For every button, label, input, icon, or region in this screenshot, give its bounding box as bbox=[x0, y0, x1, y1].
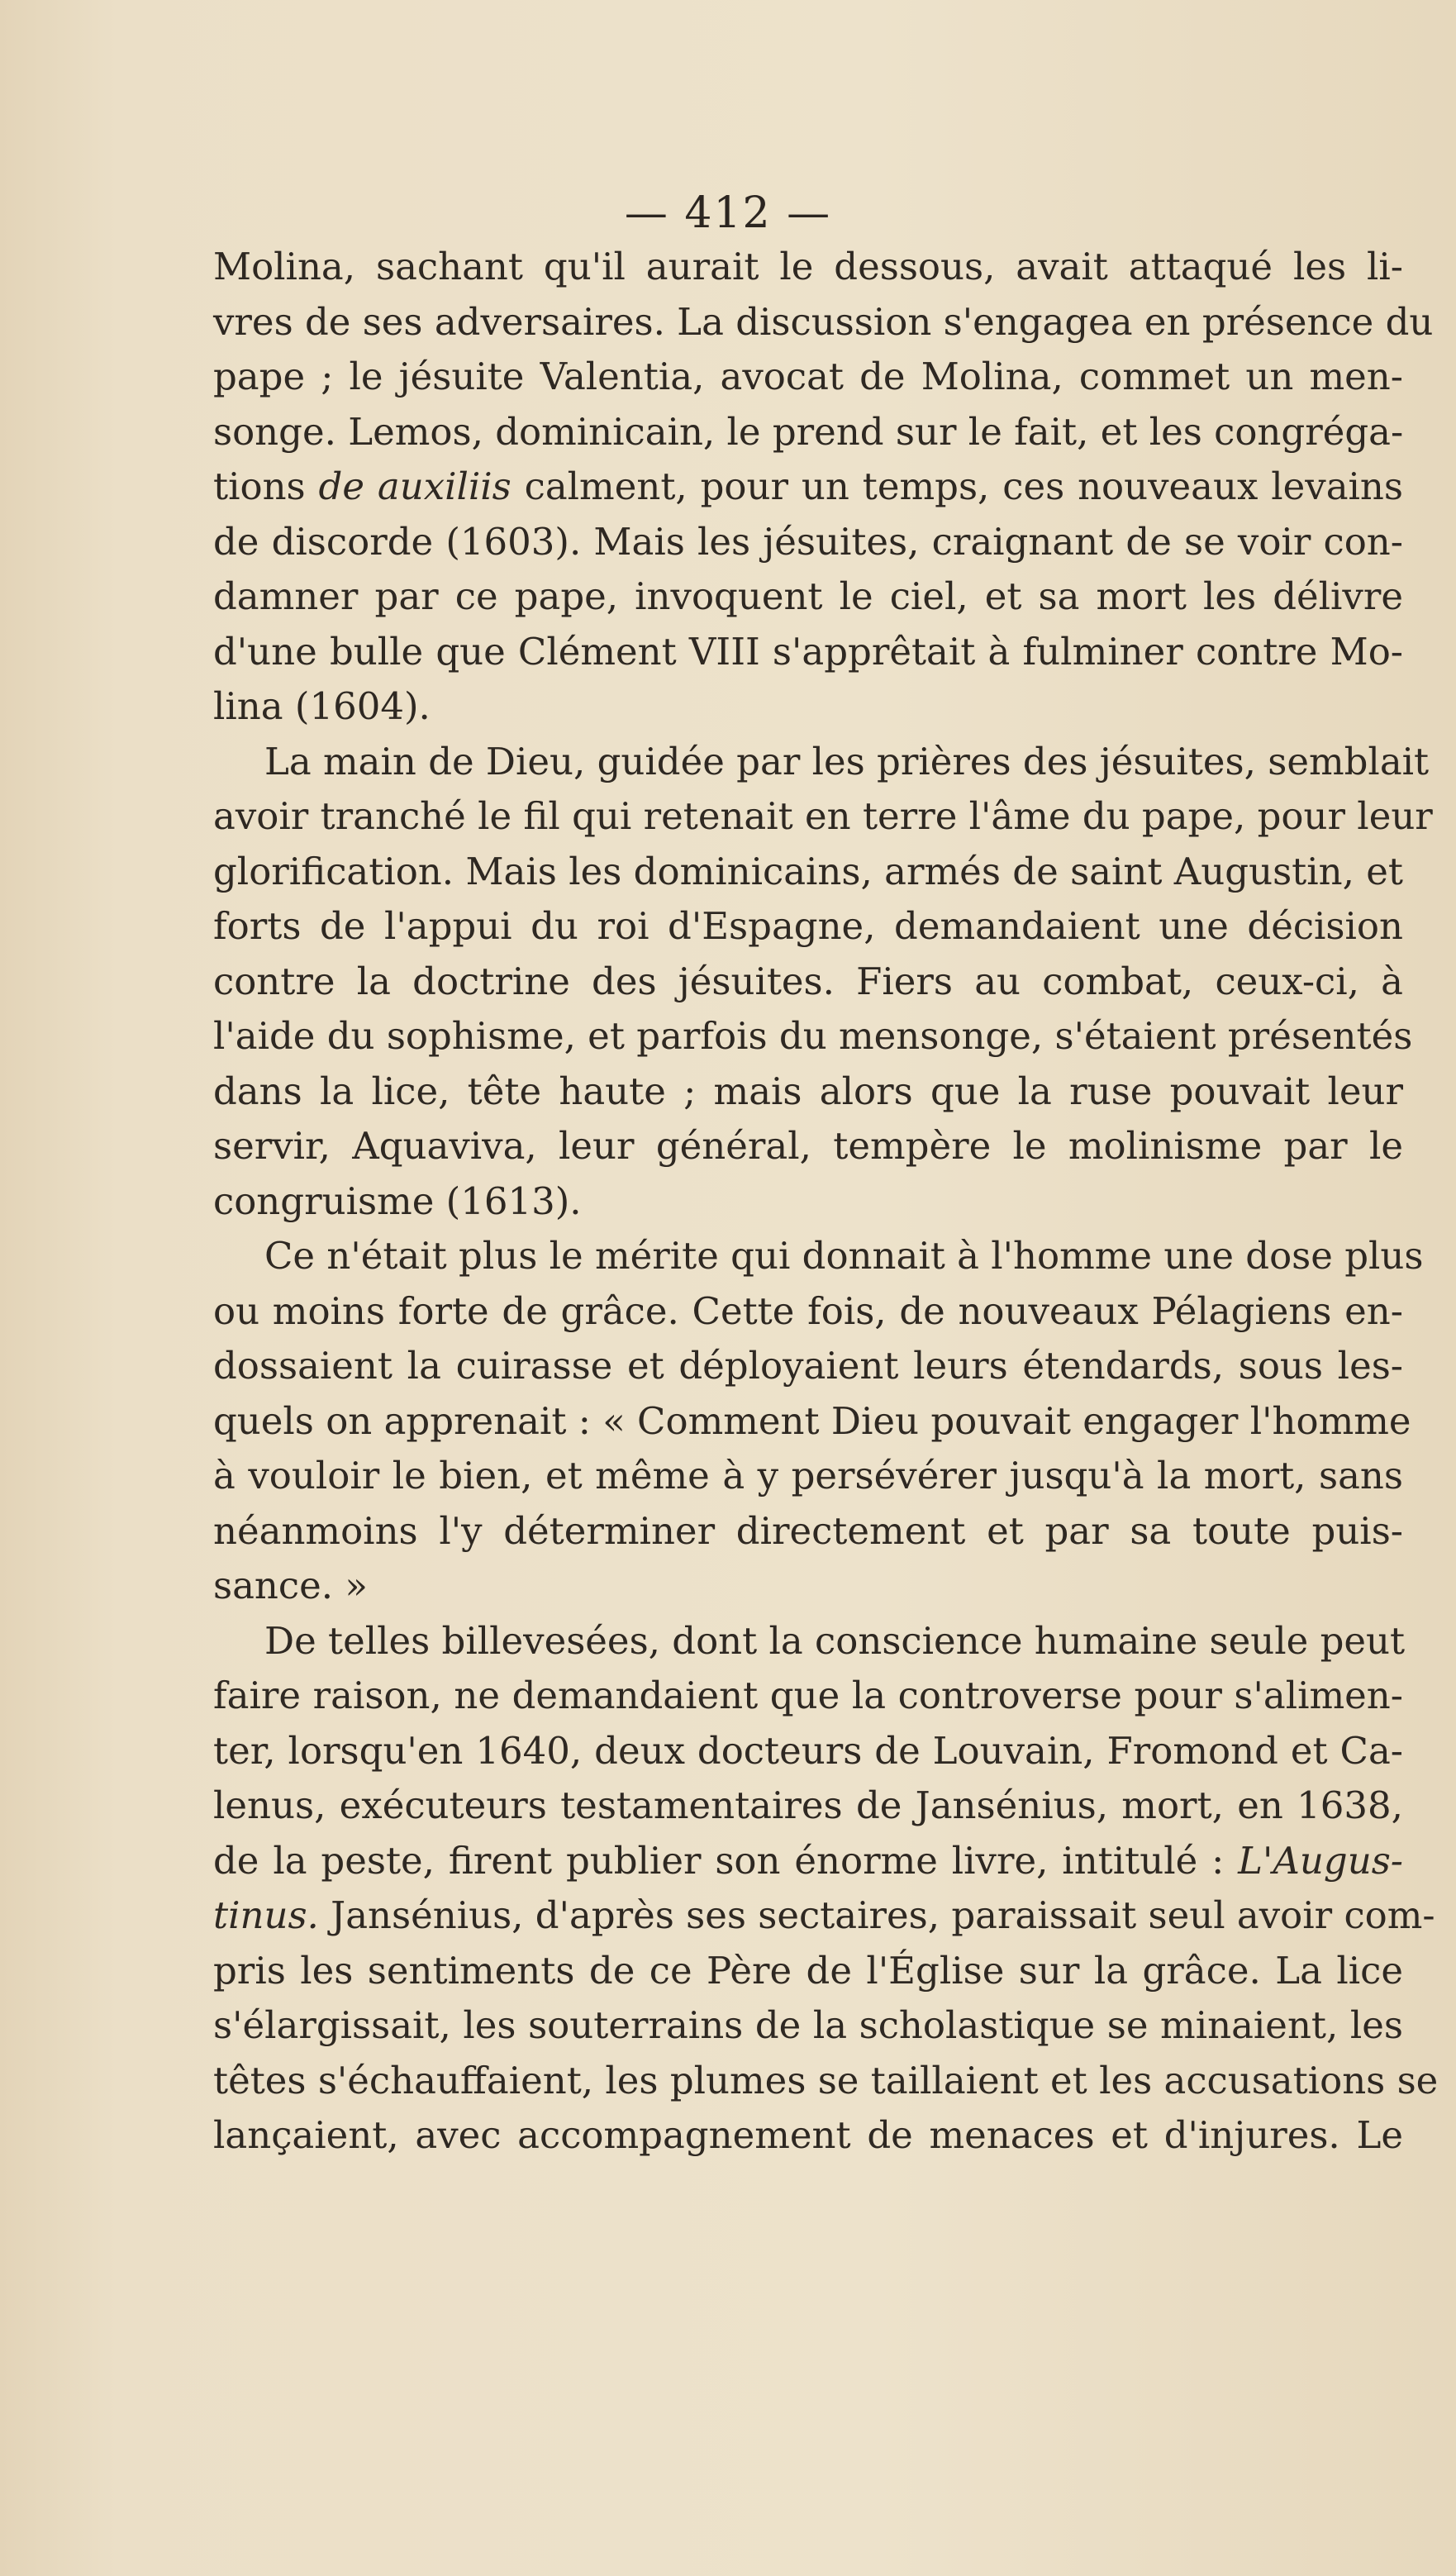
italic-book-title: tinus. bbox=[213, 1893, 319, 1937]
text-line: vres de ses adversaires. La discussion s'engagea en présence du bbox=[213, 299, 1434, 344]
text-line: avoir tranché le fil qui retenait en terre l'âme du pape, pour leur bbox=[213, 794, 1433, 838]
text-line: lenus, exécuteurs testamentaires de Jansénius, mort, en 1638, bbox=[213, 1783, 1403, 1827]
paragraph bbox=[213, 240, 1434, 735]
text-line: dossaient la cuirasse et déployaient leurs étendards, sous les- bbox=[213, 1344, 1403, 1388]
text-line: sance. » bbox=[213, 1564, 368, 1607]
body-text bbox=[213, 240, 1439, 2164]
text-line bbox=[213, 1888, 1435, 1944]
text-line: La main de Dieu, guidée par les prières des jésuites, semblait bbox=[264, 739, 1430, 783]
text-line: dans la lice, tête haute ; mais alors que la ruse pouvait leur bbox=[213, 1069, 1403, 1113]
text-line: pris les sentiments de ce Père de l'Église sur la grâce. La lice bbox=[213, 1948, 1403, 1993]
text-line: faire raison, ne demandaient que la controverse pour s'alimen- bbox=[213, 1674, 1403, 1717]
text-line: pape ; le jésuite Valentia, avocat de Molina, commet un men- bbox=[213, 355, 1403, 398]
text-line: songe. Lemos, dominicain, le prend sur le fait, et les congréga- bbox=[213, 409, 1404, 454]
text-line: quels on apprenait : « Comment Dieu pouvait engager l'homme bbox=[213, 1398, 1411, 1443]
text-line: lina (1604). bbox=[213, 684, 431, 728]
text-fragment: Jansénius, d'après ses sectaires, paraissait seul avoir com- bbox=[318, 1893, 1435, 1937]
text-line: damner par ce pape, invoquent le ciel, et sa mort les délivre bbox=[213, 574, 1403, 618]
text-line: néanmoins l'y déterminer directement et par sa toute puis- bbox=[213, 1508, 1403, 1553]
page-number: — 412 — bbox=[624, 188, 832, 238]
italic-latin-title: de auxiliis bbox=[318, 464, 512, 508]
text-line bbox=[213, 1834, 1403, 1889]
text-fragment: de la peste, firent publier son énorme livre, intitulé : bbox=[213, 1838, 1239, 1883]
text-line: d'une bulle que Clément VIII s'apprêtait à fulminer contre Mo- bbox=[213, 629, 1403, 674]
paragraph bbox=[213, 1229, 1424, 1614]
text-line: l'aide du sophisme, et parfois du mensonge, s'étaient présentés bbox=[213, 1014, 1413, 1058]
text-line: têtes s'échauffaient, les plumes se taillaient et les accusations se bbox=[213, 2058, 1439, 2102]
text-line: servir, Aquaviva, leur général, tempère le molinisme par le bbox=[213, 1124, 1403, 1168]
paragraph bbox=[213, 735, 1433, 1230]
text-line: s'élargissait, les souterrains de la scholastique se minaient, les bbox=[213, 2003, 1403, 2047]
text-line: congruisme (1613). bbox=[213, 1178, 582, 1223]
text-line: De telles billevesées, dont la conscience humaine seule peut bbox=[264, 1618, 1406, 1663]
text-fragment: calment, pour un temps, ces nouveaux levains bbox=[511, 464, 1404, 508]
text-line: glorification. Mais les dominicains, armés de saint Augustin, et bbox=[213, 849, 1403, 893]
paragraph bbox=[213, 1614, 1439, 2164]
text-line: ter, lorsqu'en 1640, deux docteurs de Louvain, Fromond et Ca- bbox=[213, 1728, 1403, 1773]
text-fragment: tions bbox=[213, 464, 319, 508]
text-line: ou moins forte de grâce. Cette fois, de nouveaux Pélagiens en- bbox=[213, 1288, 1403, 1333]
text-line bbox=[213, 459, 1403, 515]
text-line: contre la doctrine des jésuites. Fiers au combat, ceux-ci, à bbox=[213, 959, 1403, 1003]
text-line: à vouloir le bien, et même à y persévérer jusqu'à la mort, sans bbox=[213, 1454, 1403, 1498]
text-line: de discorde (1603). Mais les jésuites, craignant de se voir con- bbox=[213, 519, 1403, 564]
text-line: Molina, sachant qu'il aurait le dessous, avait attaqué les li- bbox=[213, 245, 1403, 288]
text-line: Ce n'était plus le mérite qui donnait à l'homme une dose plus bbox=[264, 1234, 1424, 1278]
italic-book-title: L'Augus- bbox=[1238, 1838, 1403, 1883]
text-line: forts de l'appui du roi d'Espagne, demandaient une décision bbox=[213, 904, 1403, 948]
text-line: lançaient, avec accompagnement de menaces et d'injures. Le bbox=[213, 2113, 1403, 2157]
